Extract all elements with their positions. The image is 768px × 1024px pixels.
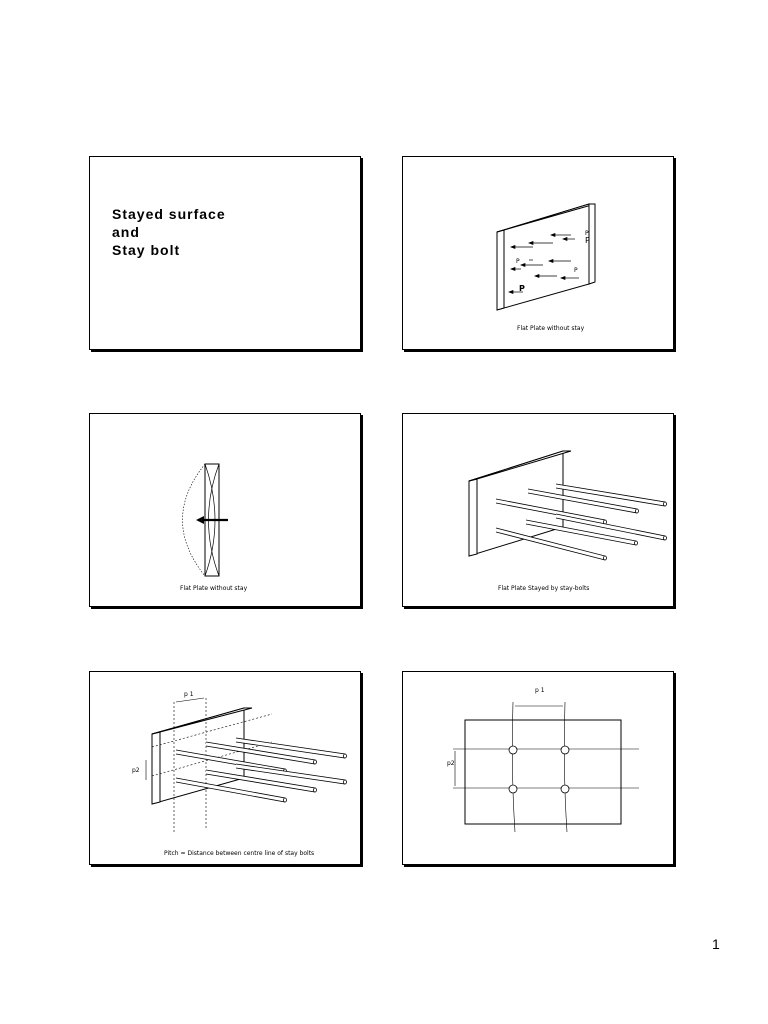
page-number: 1 <box>712 936 720 952</box>
slide-pitch-plan <box>402 671 674 865</box>
title-line-1: Stayed surface <box>112 206 226 222</box>
pressure-label: P <box>516 258 520 265</box>
pressure-label: P <box>574 267 578 274</box>
p1-label: p 1 <box>535 687 545 694</box>
slide-stayed-plate <box>402 413 674 607</box>
title-line-3: Stay bolt <box>112 242 181 258</box>
pitch-3d-diagram <box>90 672 362 866</box>
p2-label: p2 <box>447 760 455 767</box>
slide-caption: Pitch = Distance between centre line of stay bolts <box>164 850 315 857</box>
slide-caption: Flat Plate Stayed by stay-bolts <box>498 585 590 592</box>
p1-label: p 1 <box>184 691 194 698</box>
title-line-2: and <box>112 224 140 240</box>
pressure-label: P <box>585 236 590 245</box>
pressure-label: P <box>585 230 589 237</box>
stayed-plate-diagram <box>403 414 675 608</box>
p2-label: p2 <box>132 767 140 774</box>
slide-flat-plate-pressure <box>402 156 674 350</box>
pitch-plan-diagram <box>403 672 675 866</box>
slide-caption: Flat Plate without stay <box>180 585 248 592</box>
flat-plate-pressure-diagram <box>403 157 675 351</box>
slide-title <box>89 156 361 350</box>
pressure-label: P <box>519 284 525 293</box>
bulging-plate-diagram <box>90 414 362 608</box>
slide-bulging-plate <box>89 413 361 607</box>
slide-title-text <box>112 205 226 259</box>
slide-caption: Flat Plate without stay <box>517 325 585 332</box>
slide-pitch-3d <box>89 671 361 865</box>
